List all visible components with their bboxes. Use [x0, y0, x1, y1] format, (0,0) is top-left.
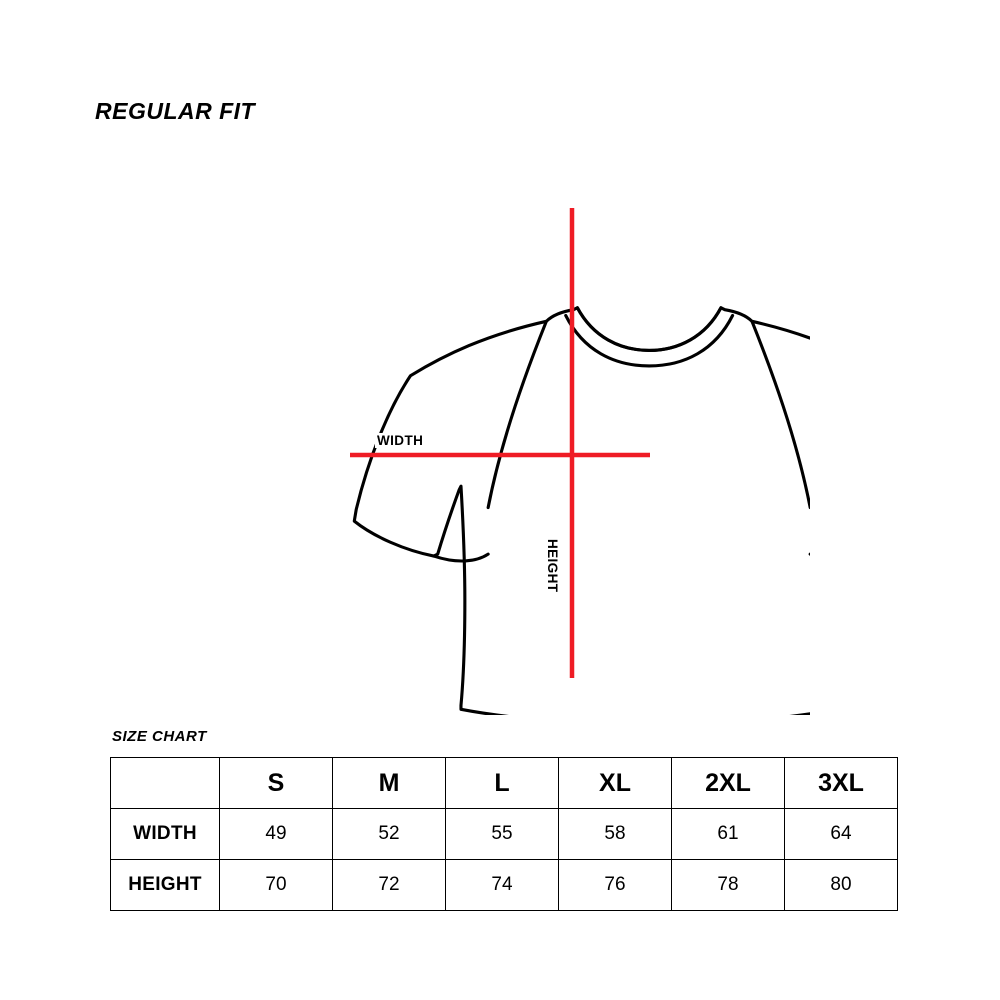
size-chart-table: [110, 757, 898, 911]
cell-height-2xl: 78: [672, 860, 785, 911]
table-row: [111, 860, 898, 911]
width-measure-label: WIDTH: [377, 433, 424, 448]
height-measure-label: HEIGHT: [545, 539, 560, 593]
cell-height-xl: 76: [559, 860, 672, 911]
page-title: REGULAR FIT: [95, 98, 256, 124]
row-label-width: WIDTH: [111, 809, 220, 860]
size-header-3xl: 3XL: [785, 758, 898, 809]
size-header-2xl: 2XL: [672, 758, 785, 809]
table-header-row: [111, 758, 898, 809]
cell-height-m: 72: [333, 860, 446, 911]
size-chart-title: SIZE CHART: [112, 728, 207, 745]
row-label-height: HEIGHT: [111, 860, 220, 911]
cell-height-s: 70: [220, 860, 333, 911]
size-header-xl: XL: [559, 758, 672, 809]
cell-width-xl: 58: [559, 809, 672, 860]
table-corner-cell: [111, 758, 220, 809]
table-row: [111, 809, 898, 860]
cell-height-l: 74: [446, 860, 559, 911]
size-header-m: M: [333, 758, 446, 809]
cell-width-s: 49: [220, 809, 333, 860]
tshirt-diagram: [190, 170, 810, 715]
cell-width-m: 52: [333, 809, 446, 860]
cell-width-3xl: 64: [785, 809, 898, 860]
cell-width-2xl: 61: [672, 809, 785, 860]
cell-width-l: 55: [446, 809, 559, 860]
size-header-s: S: [220, 758, 333, 809]
cell-height-3xl: 80: [785, 860, 898, 911]
size-header-l: L: [446, 758, 559, 809]
